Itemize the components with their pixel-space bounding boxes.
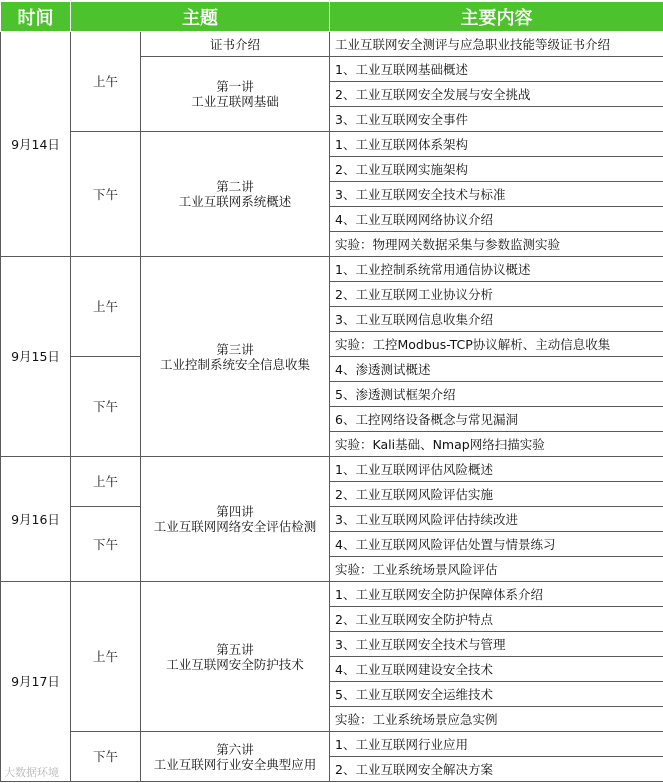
content-cell: 2、工业互联网安全解决方案 [330,757,663,782]
content-cell: 6、工控网络设备概念与常见漏洞 [330,407,663,432]
topic-cell [141,57,330,132]
content-cell: 工业互联网安全测评与应急职业技能等级证书介绍 [330,32,663,57]
period-cell: 下午 [71,132,141,257]
lecture-number: 第四讲 [216,504,254,519]
header-topic: 主题 [71,2,330,32]
date-cell: 9月16日 [1,457,71,582]
period-cell: 下午 [71,357,141,457]
topic-cell [141,457,330,582]
schedule-table [0,1,663,782]
content-cell: 3、工业互联网风险评估持续改进 [330,507,663,532]
period-cell: 上午 [71,582,141,732]
topic-cell: 证书介绍 [141,32,330,57]
content-cell: 3、工业互联网信息收集介绍 [330,307,663,332]
table-row [1,732,663,757]
lecture-title: 工业互联网安全防护技术 [166,656,304,672]
content-cell: 5、工业互联网安全运维技术 [330,682,663,707]
lecture-number: 第二讲 [216,179,254,194]
header-time: 时间 [1,2,71,32]
period-cell: 下午 [71,507,141,582]
table-row [1,257,663,282]
content-cell: 1、工业互联网行业应用 [330,732,663,757]
table-row [1,357,663,382]
content-cell: 2、工业互联网风险评估实施 [330,482,663,507]
content-cell: 3、工业互联网安全技术与管理 [330,632,663,657]
table-row [1,582,663,607]
content-cell: 5、渗透测试框架介绍 [330,382,663,407]
content-cell: 实验：工控Modbus-TCP协议解析、主动信息收集 [330,332,663,357]
lecture-title: 工业控制系统安全信息收集 [159,356,310,372]
date-cell: 9月15日 [1,257,71,457]
content-cell: 实验：工业系统场景风险评估 [330,557,663,582]
lecture-title: 工业互联网网络安全评估检测 [153,519,317,534]
content-cell: 1、工业互联网基础概述 [330,57,663,82]
lecture-number: 第三讲 [216,341,254,357]
content-cell: 1、工业互联网评估风险概述 [330,457,663,482]
content-cell: 3、工业互联网安全事件 [330,107,663,132]
content-cell: 1、工业互联网体系架构 [330,132,663,157]
content-cell: 1、工业互联网安全防护保障体系介绍 [330,582,663,607]
date-cell: 9月14日 [1,32,71,257]
table-row [1,457,663,482]
date-cell: 9月17日 [1,582,71,782]
content-cell: 2、工业互联网工业协议分析 [330,282,663,307]
lecture-number: 第六讲 [216,741,254,757]
content-cell: 2、工业互联网安全发展与安全挑战 [330,82,663,107]
content-cell: 实验：工业系统场景应急实例 [330,707,663,732]
lecture-title: 工业互联网系统概述 [178,194,292,209]
content-cell: 2、工业互联网实施架构 [330,157,663,182]
content-cell: 4、工业互联网风险评估处置与情景练习 [330,532,663,557]
lecture-title: 工业互联网行业安全典型应用 [153,756,317,772]
period-cell: 上午 [71,32,141,132]
period-cell: 上午 [71,257,141,357]
period-cell: 下午 [71,732,141,782]
watermark: 大数据环境 [4,766,59,779]
header-row [1,2,663,32]
content-cell: 2、工业互联网安全防护特点 [330,607,663,632]
table-row [1,132,663,157]
topic-cell [141,732,330,782]
lecture-number: 第一讲 [216,79,254,94]
content-cell: 3、工业互联网安全技术与标准 [330,182,663,207]
topic-cell [141,132,330,257]
lecture-number: 第五讲 [216,641,254,657]
content-cell: 1、工业控制系统常用通信协议概述 [330,257,663,282]
content-cell: 4、渗透测试概述 [330,357,663,382]
table-row [1,507,663,532]
content-cell: 4、工业互联网建设安全技术 [330,657,663,682]
content-cell: 实验：物理网关数据采集与参数监测实验 [330,232,663,257]
content-cell: 实验：Kali基础、Nmap网络扫描实验 [330,432,663,457]
content-cell: 4、工业互联网网络协议介绍 [330,207,663,232]
lecture-title: 工业互联网基础 [191,94,279,109]
table-row [1,32,663,57]
topic-cell [141,582,330,732]
topic-cell [141,257,330,457]
period-cell: 上午 [71,457,141,507]
header-content: 主要内容 [330,2,663,32]
